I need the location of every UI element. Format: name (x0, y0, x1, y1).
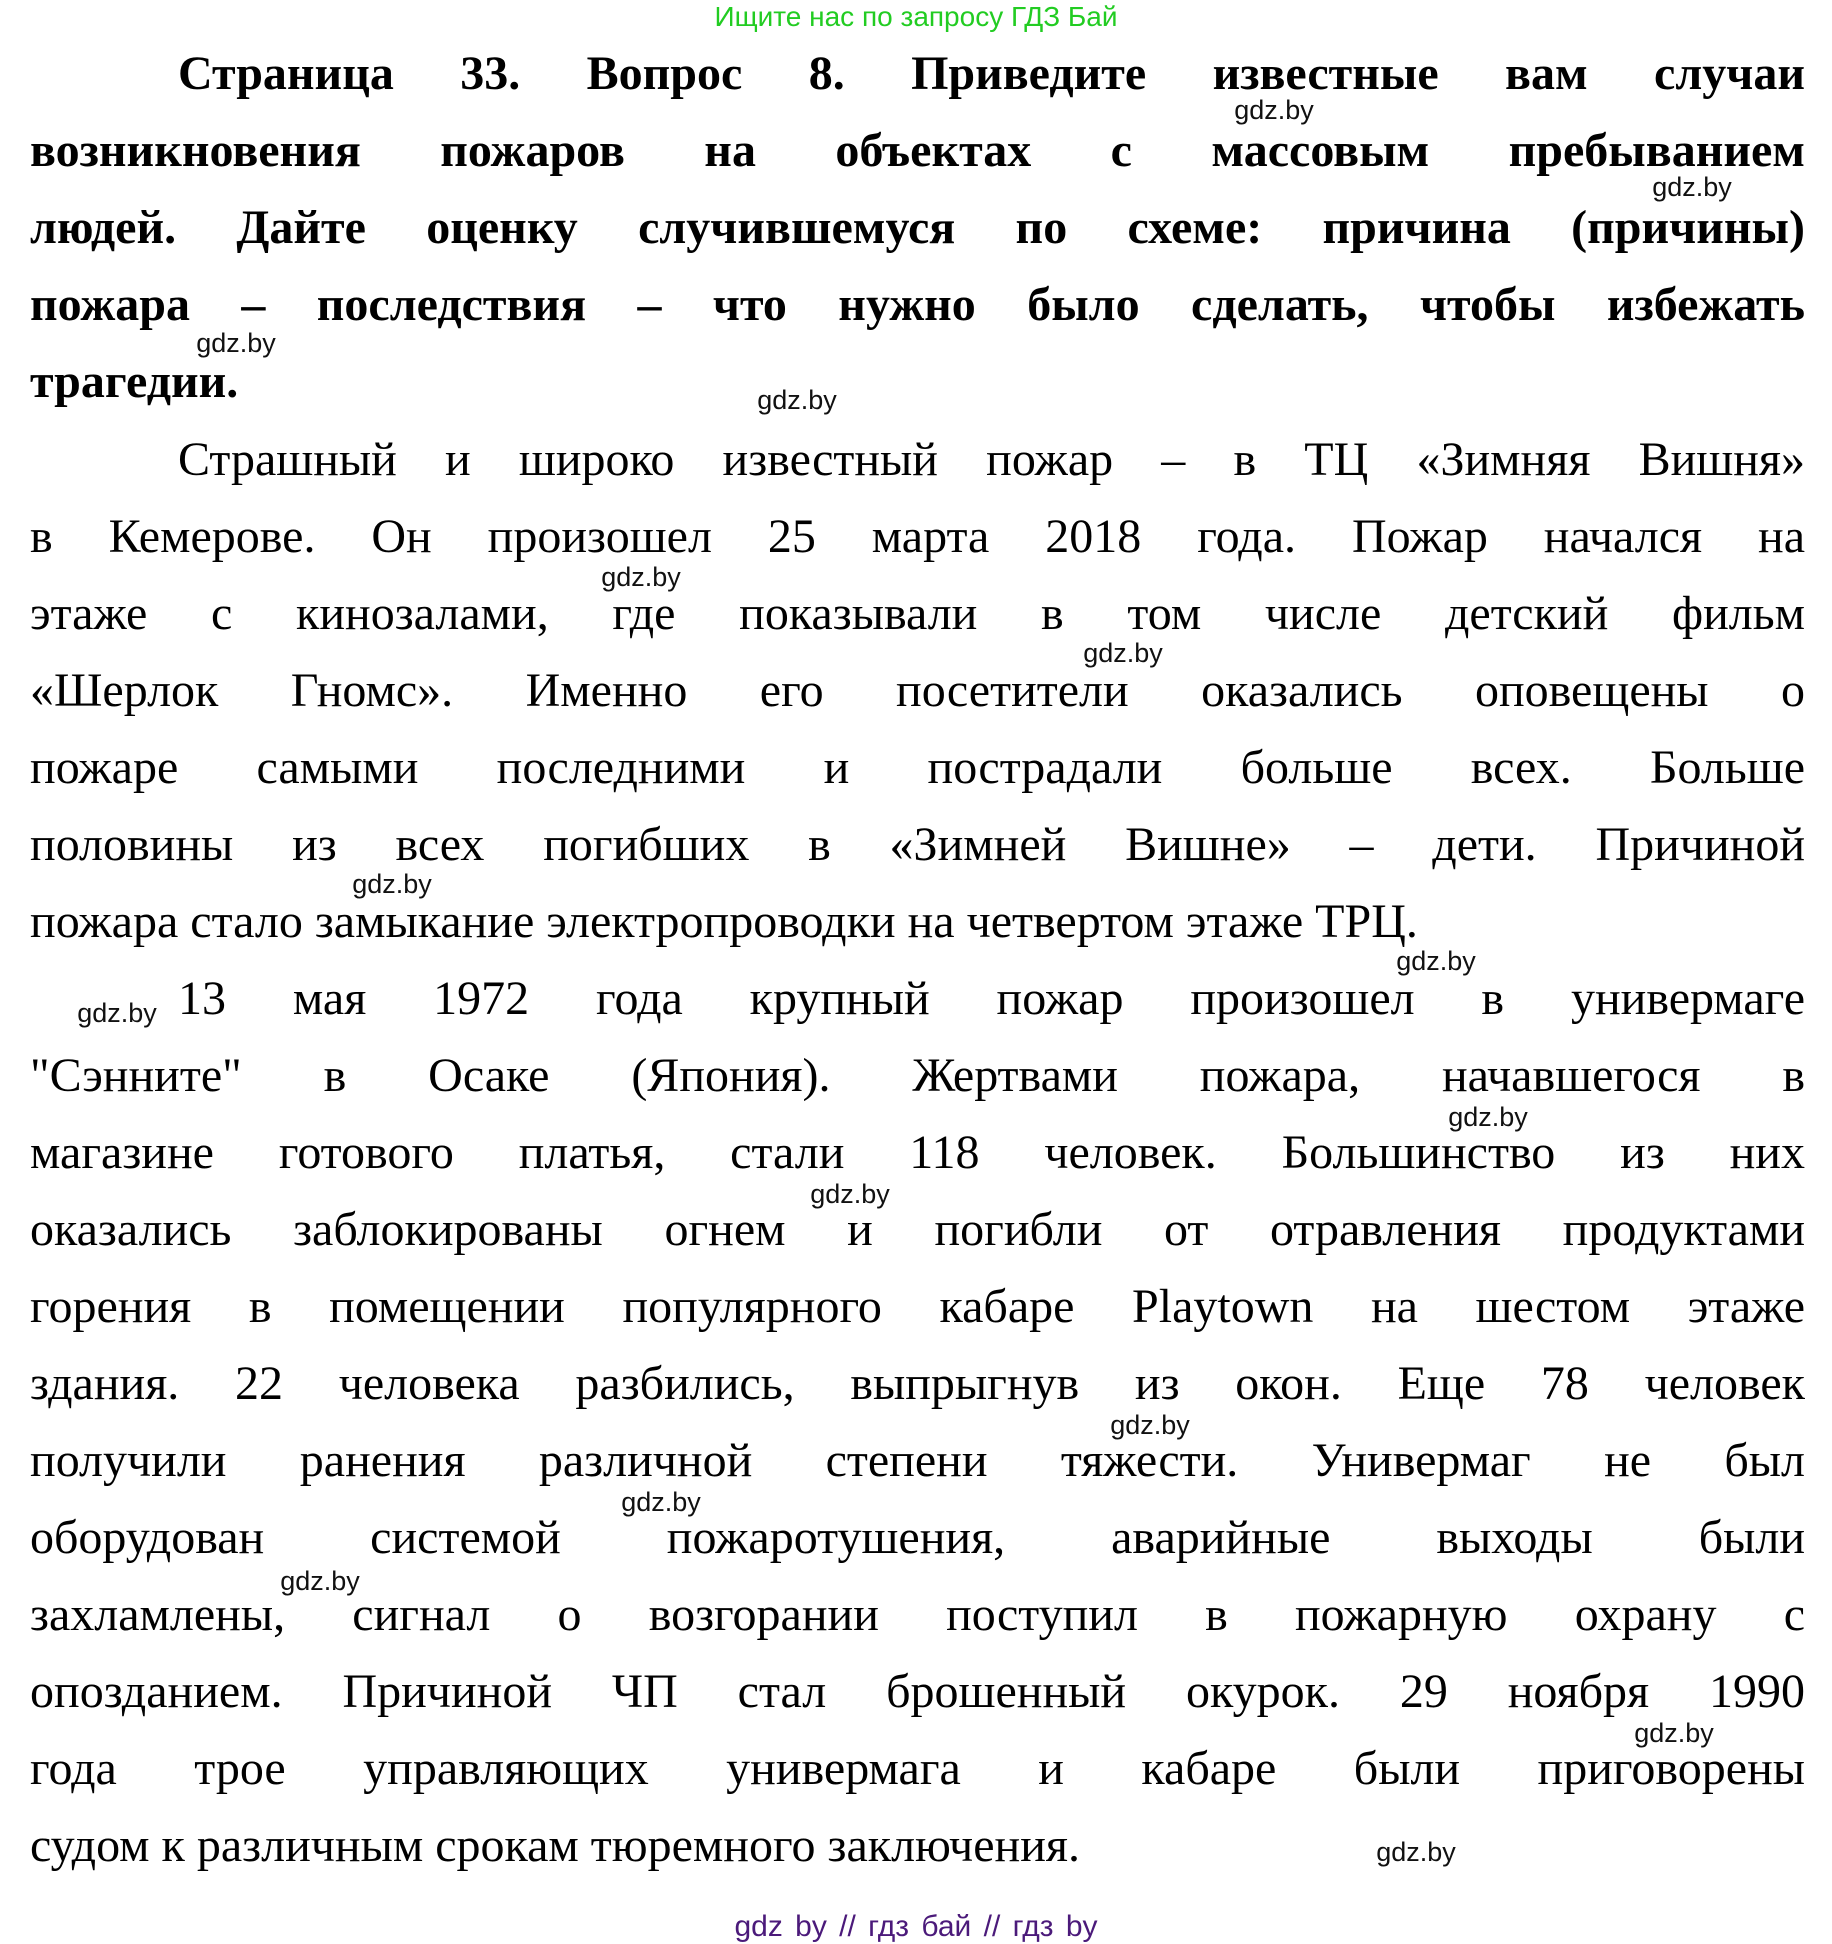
answer-p2-line-8: оборудован системой пожаротушения, аварийные выходы были (30, 1511, 1805, 1564)
watermark: gdz.by (1234, 95, 1314, 125)
search-hint-banner: Ищите нас по запросу ГДЗ Бай (714, 1, 1118, 32)
watermark: gdz.by (1376, 1837, 1456, 1867)
answer-p2-line-9: захламлены, сигнал о возгорании поступил в пожарную охрану с (30, 1588, 1805, 1641)
watermark: gdz.by (810, 1179, 890, 1209)
answer-p2-line-1: 13 мая 1972 года крупный пожар произошел в универмаге (178, 972, 1805, 1025)
answer-p2-line-5: горения в помещении популярного кабаре Playtown на шестом этаже (30, 1280, 1805, 1333)
watermark: gdz.by (621, 1487, 701, 1517)
answer-p2-line-7: получили ранения различной степени тяжести. Универмаг не был (30, 1434, 1805, 1487)
watermark: gdz.by (1652, 172, 1732, 202)
watermark: gdz.by (757, 385, 837, 415)
watermark: gdz.by (196, 328, 276, 358)
question-line-5: трагедии. (30, 355, 239, 408)
watermark: gdz.by (601, 562, 681, 592)
answer-p2-line-2: "Сэнните" в Осаке (Япония). Жертвами пожара, начавшегося в (30, 1049, 1805, 1102)
question-line-2: возникновения пожаров на объектах с массовым пребыванием (30, 124, 1805, 177)
watermark: gdz.by (77, 998, 157, 1028)
answer-p1-line-2: в Кемерове. Он произошел 25 марта 2018 года. Пожар начался на (30, 510, 1805, 563)
watermark: gdz.by (1110, 1410, 1190, 1440)
question-line-3: людей. Дайте оценку случившемуся по схеме: причина (причины) (30, 201, 1805, 254)
answer-p2-line-11: года трое управляющих универмага и кабаре были приговорены (30, 1742, 1805, 1795)
watermark: gdz.by (1083, 638, 1163, 668)
answer-p1-line-5: пожаре самыми последними и пострадали больше всех. Больше (30, 741, 1805, 794)
watermark: gdz.by (1448, 1102, 1528, 1132)
answer-p1-line-6: половины из всех погибших в «Зимней Вишне» – дети. Причиной (30, 818, 1805, 871)
answer-p2-line-4: оказались заблокированы огнем и погибли от отравления продуктами (30, 1203, 1805, 1256)
answer-p2-line-10: опозданием. Причиной ЧП стал брошенный окурок. 29 ноября 1990 (30, 1665, 1805, 1718)
question-line-1: Страница 33. Вопрос 8. Приведите известные вам случаи (178, 47, 1805, 100)
watermark: gdz.by (1396, 946, 1476, 976)
watermark: gdz.by (1634, 1718, 1714, 1748)
answer-p2-line-12: судом к различным срокам тюремного заключения. (30, 1819, 1080, 1872)
answer-p1-line-3: этаже с кинозалами, где показывали в том числе детский фильм (30, 587, 1805, 640)
question-line-4: пожара – последствия – что нужно было сделать, чтобы избежать (30, 278, 1805, 331)
answer-p1-line-7: пожара стало замыкание электропроводки на четвертом этаже ТРЦ. (30, 895, 1418, 948)
answer-p2-line-3: магазине готового платья, стали 118 человек. Большинство из них (30, 1126, 1805, 1179)
footer-links: gdz by // гдз бай // гдз by (734, 1910, 1098, 1943)
watermark: gdz.by (352, 869, 432, 899)
watermark: gdz.by (280, 1566, 360, 1596)
answer-p1-line-4: «Шерлок Гномс». Именно его посетители оказались оповещены о (30, 664, 1805, 717)
answer-p1-line-1: Страшный и широко известный пожар – в ТЦ «Зимняя Вишня» (178, 433, 1805, 486)
answer-p2-line-6: здания. 22 человека разбились, выпрыгнув из окон. Еще 78 человек (30, 1357, 1805, 1410)
